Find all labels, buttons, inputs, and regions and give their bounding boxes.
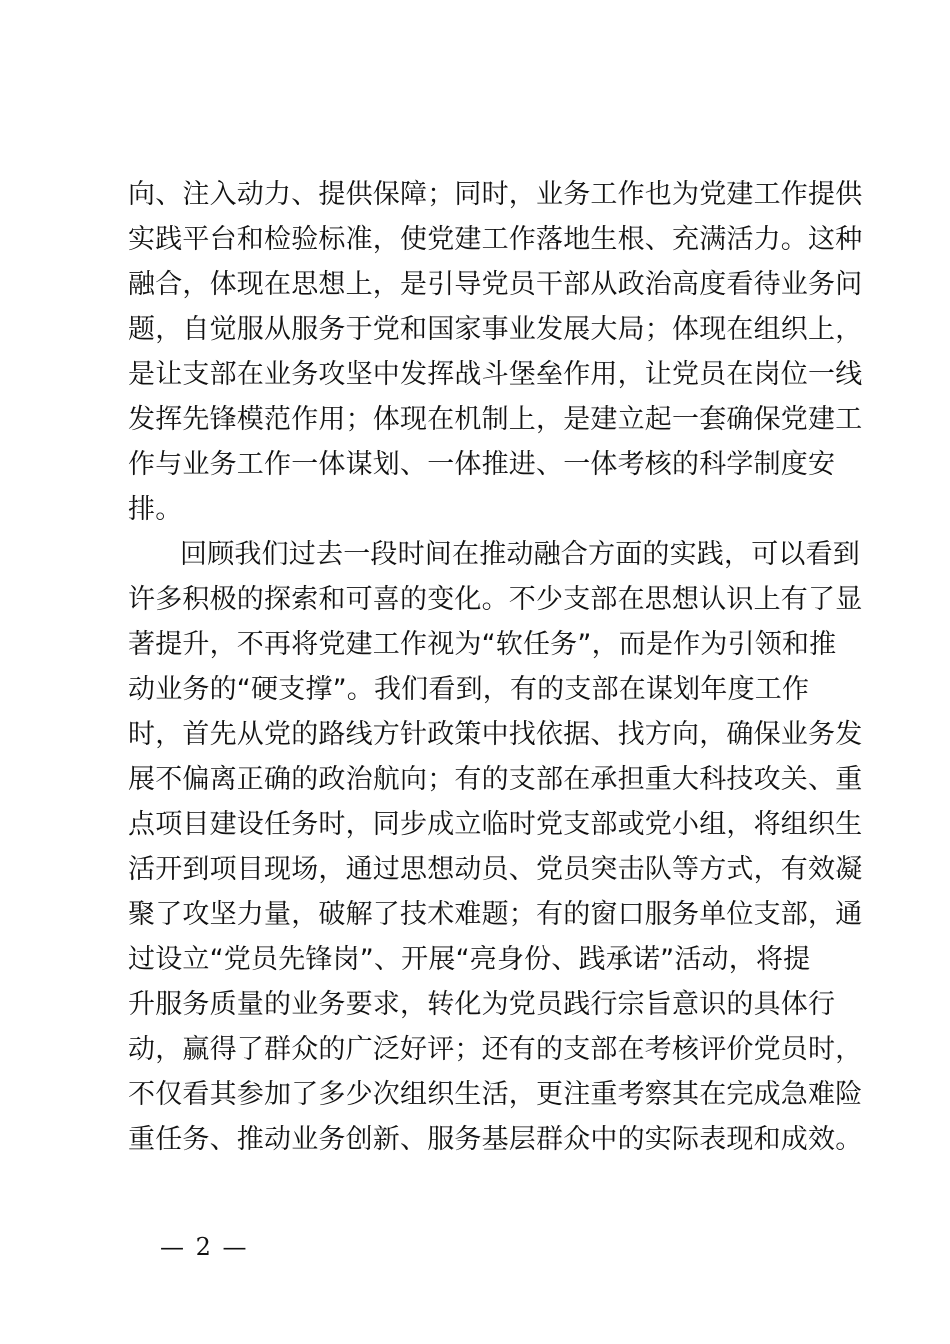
text-line: 实践平台和检验标准，使党建工作落地生根、充满活力。这种	[128, 224, 863, 255]
text-line: 排。	[128, 494, 183, 525]
paragraph-first-line: 回顾我们过去一段时间在推动融合方面的实践，可以看到	[180, 539, 860, 570]
text-line: 动，赢得了群众的广泛好评；还有的支部在考核评价党员时，	[128, 1034, 863, 1065]
text-line: 是让支部在业务攻坚中发挥战斗堡垒作用，让党员在岗位一线	[128, 359, 863, 390]
text-line: 著提升，不再将党建工作视为“软任务”，而是作为引领和推	[128, 629, 837, 660]
text-line: 融合，体现在思想上，是引导党员干部从政治高度看待业务问	[128, 269, 863, 300]
text-line: 许多积极的探索和可喜的变化。不少支部在思想认识上有了显	[128, 584, 863, 615]
text-line: 聚了攻坚力量，破解了技术难题；有的窗口服务单位支部，通	[128, 899, 863, 930]
text-line: 作与业务工作一体谋划、一体推进、一体考核的科学制度安	[128, 449, 836, 480]
text-line: 活开到项目现场，通过思想动员、党员突击队等方式，有效凝	[128, 854, 863, 885]
text-line: 向、注入动力、提供保障；同时，业务工作也为党建工作提供	[128, 179, 863, 210]
text-line: 动业务的“硬支撑”。我们看到，有的支部在谋划年度工作	[128, 674, 810, 705]
text-line: 展不偏离正确的政治航向；有的支部在承担重大科技攻关、重	[128, 764, 863, 795]
text-line: 发挥先锋模范作用；体现在机制上，是建立起一套确保党建工	[128, 404, 863, 435]
text-line: 过设立“党员先锋岗”、开展“亮身份、践承诺”活动，将提	[128, 944, 811, 975]
text-line: 点项目建设任务时，同步成立临时党支部或党小组，将组织生	[128, 809, 863, 840]
text-line: 重任务、推动业务创新、服务基层群众中的实际表现和成效。	[128, 1124, 863, 1155]
text-line: 不仅看其参加了多少次组织生活，更注重考察其在完成急难险	[128, 1079, 863, 1110]
text-line: 升服务质量的业务要求，转化为党员践行宗旨意识的具体行	[128, 989, 836, 1020]
page-number: — 2 —	[160, 1233, 249, 1261]
text-line: 题，自觉服从服务于党和国家事业发展大局；体现在组织上，	[128, 314, 863, 345]
text-line: 时，首先从党的路线方针政策中找依据、找方向，确保业务发	[128, 719, 863, 750]
